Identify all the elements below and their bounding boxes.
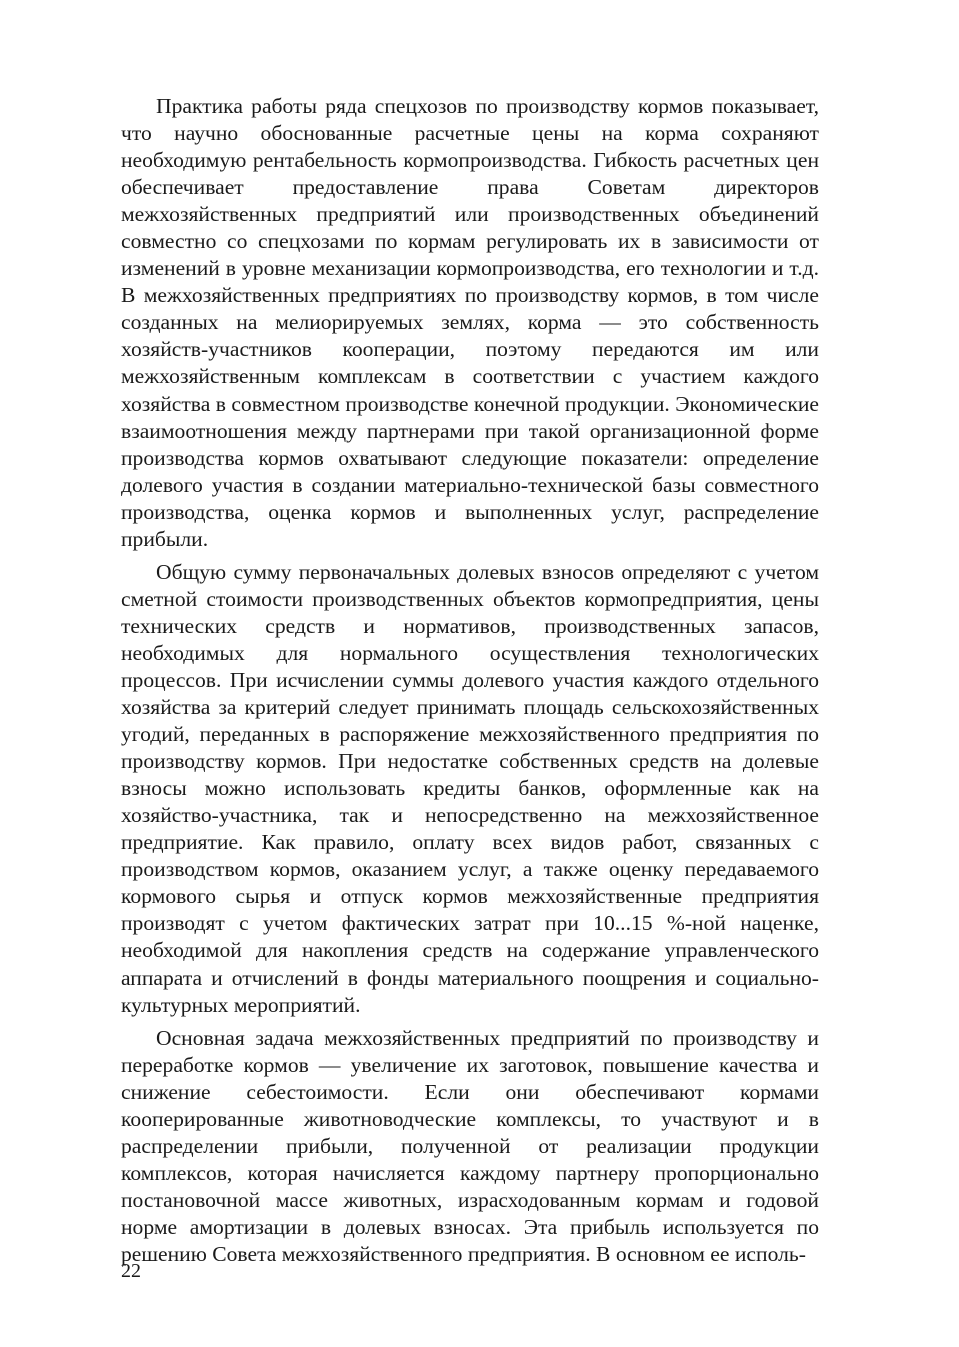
paragraph-3: Основная задача межхозяйственных предприятий по производству и переработке кормов — увеличение их заготовок, повышение качества и снижение себестоимости. Если они обеспечивают кормами кооперированные животноводческие комплексы, то участвуют и в распределении прибыли, полученной от реализации продукции комплексов, которая начисляется каждому партнеру пропорционально постановочной массе животных, израсходованным кормам и годовой норме амортизации в долевых взносах. Эта прибыль используется по решению Совета межхозяйственного предприятия. В основном ее исполь- [121, 1025, 819, 1266]
page-number: 22 [121, 1260, 141, 1282]
paragraph-1: Практика работы ряда спецхозов по производству кормов показывает, что научно обоснованные расчетные цены на корма сохраняют необходимую рентабельность кормопроизводства. Гибкость расчетных цен обеспечивает предоставление права Советам директоров межхозяйственных предприятий или производственных объединений совместно со спецхозами по кормам регулировать их в зависимости от изменений в уровне механизации кормопроизводства, его технологии и т.д. В межхозяйственных предприятиях по производству кормов, в том числе созданных на мелиорируемых землях, корма — это собственность хозяйств-участников кооперации, поэтому передаются им или межхозяйственным комплексам в соответствии с участием каждого хозяйства в совместном производстве конечной продукции. Экономические взаимоотношения между партнерами при такой организационной форме производства кормов охватывают следующие показатели: определение долевого участия в создании материально-технической базы совместного производства, оценка кормов и выполненных услуг, распределение прибыли. [121, 94, 819, 551]
paragraph-2: Общую сумму первоначальных долевых взносов определяют с учетом сметной стоимости производственных объектов кормопредприятия, цены технических средств и нормативов, производственных запасов, необходимых для нормального осуществления технологических процессов. При исчислении суммы долевого участия каждого отдельного хозяйства за критерий следует принимать площадь сельскохозяйственных угодий, переданных в распоряжение межхозяйственного предприятия по производству кормов. При недостатке собственных средств на долевые взносы можно использовать кредиты банков, оформленные как на хозяйство-участника, так и непосредственно на межхозяйственное предприятие. Как правило, оплату всех видов работ, связанных с производством кормов, оказанием услуг, а также оценку передаваемого кормового сырья и отпуск кормов межхозяйственные предприятия производят с учетом фактических затрат при 10...15 %-ной наценке, необходимой для накопления средств на содержание управленческого аппарата и отчислений в фонды материального поощрения и социально-культурных мероприятий. [121, 559, 819, 1017]
body-text [121, 93, 819, 1268]
